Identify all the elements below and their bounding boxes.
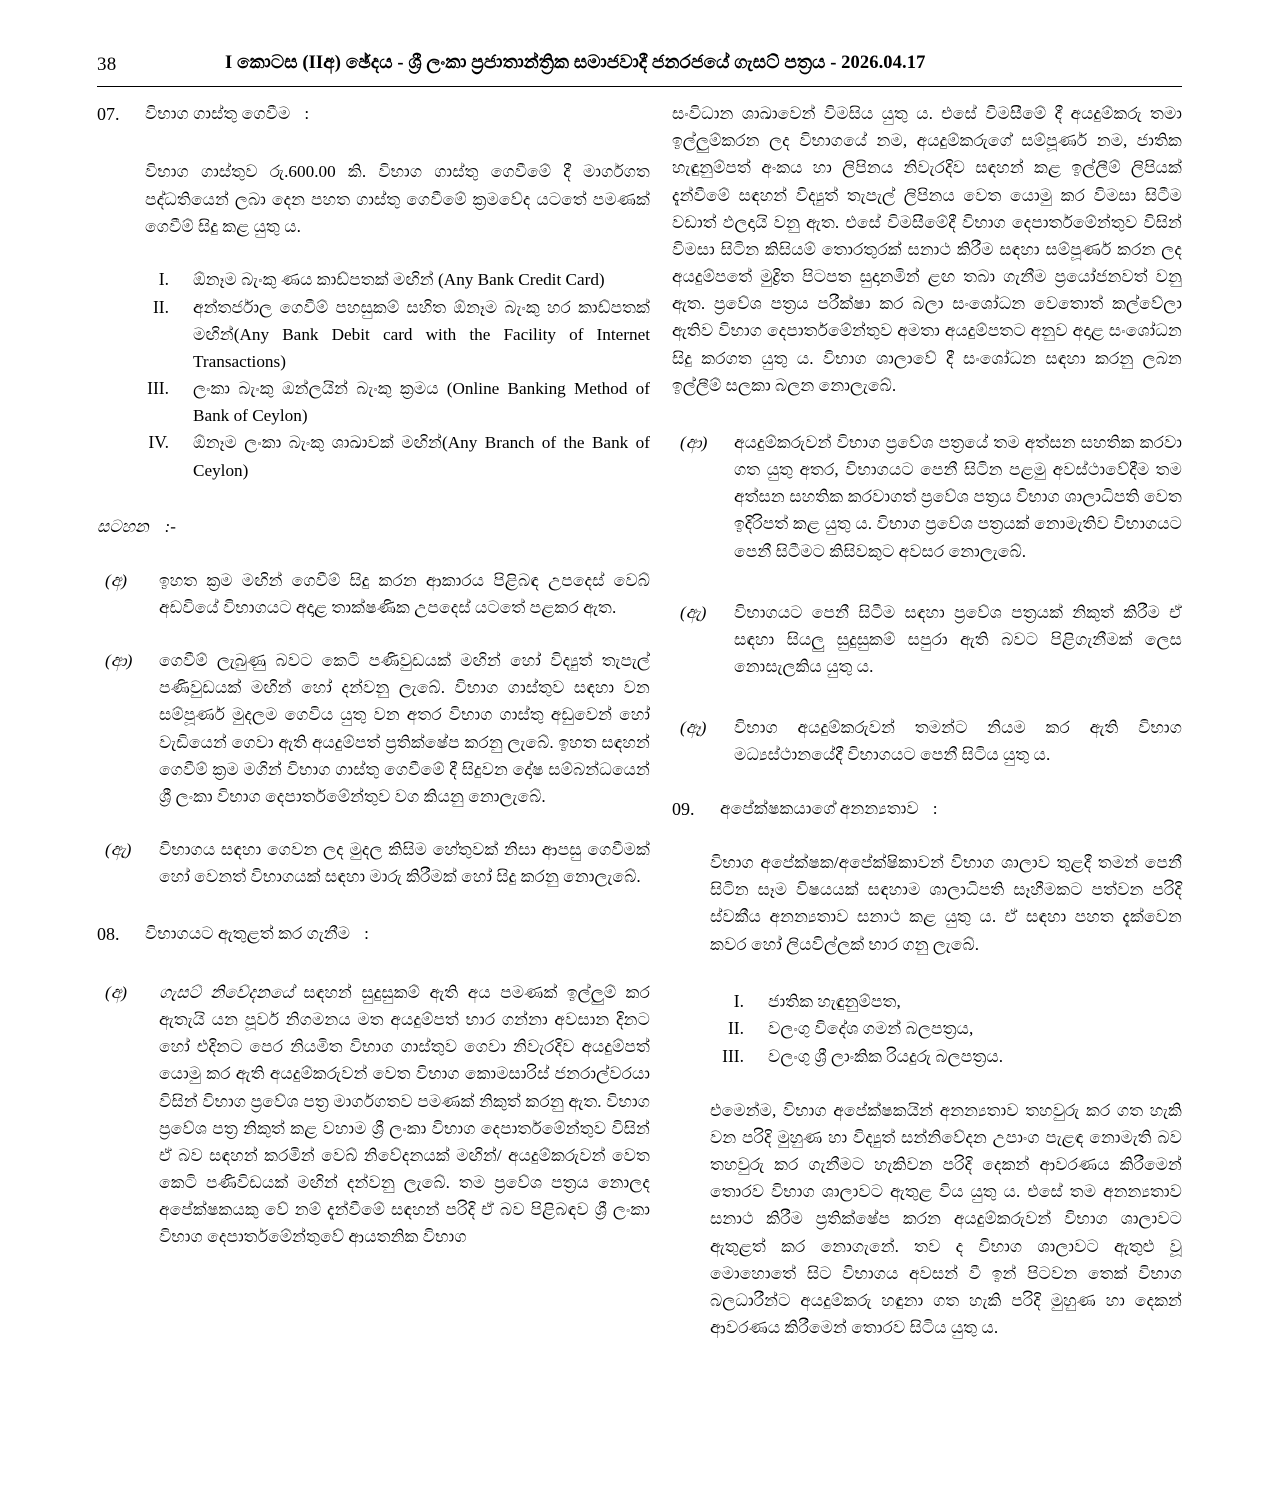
- section-08-item-text: සඳහන් සුදුසුකම් ඇති අය පමණක් ඉල්ලුම් කර ඇතැයි යන පූර්ව නිගමනය මත අයදුම්පත් භාර ගන්නා අවසාන දිනට හෝ එදිනට පෙර නියමිත විභාග ගාස්තුව ගෙවා නිවැරදිව අයදුම්පත් යොමු කර ඇති අයදුම්කරුවන් වෙත විභාග කොමසාරිස් ජනරාල්වරයා විසින් විභාග ප්‍රවේශ පත්‍ර මාර්ගගතව පමණක් නිකුත් කරනු ඇත. විභාග ප්‍රවේශ පත්‍ර නිකුත් කළ වහාම ශ්‍රී ලංකා විභාග දෙපාර්තමේන්තුව විසින් ඒ බව සඳහන් කරමින් වෙබ් නිවේදනයක් මඟින්/ අයදුම්කරුවන් වෙත කෙටි පණිවිඩයක් මඟින් දන්වනු ලැබේ. තම ප්‍රවේශ පත්‍රය නොලද අපේක්ෂකයකු වේ නම් දැන්වීමේ සඳහන් පරිදි ඒ බව පිළිබඳව ශ්‍රී ලංකා විභාග දෙපාර්තමේන්තුවේ ආයතනික විභාග: [159, 982, 650, 1247]
- note-item-aa: [97, 647, 650, 810]
- section-08-item-text: අයදුම්කරුවන් විභාග ප්‍රවේශ පත්‍රයේ තම අත්සන සහතික කරවා ගත යුතු අතර, විභාගයට පෙනී සිටින පළමු අවස්ථාවේදීම තම අත්සන සහතික කරවාගත් ප්‍රවේශ පත්‍රය විභාග ශාලාධිපති වෙත ඉදිරිපත් කළ යුතු ය. විභාග ප්‍රවේශ පත්‍රයක් නොමැතිව විභාගයට පෙනී සිටීමට කිසිවකුට අවසර නොලැබේ.: [734, 432, 1182, 561]
- list-marker: III.: [722, 1046, 744, 1067]
- list-marker: II.: [152, 296, 169, 317]
- section-08-colon: :: [364, 924, 369, 944]
- note-text: ඉහත ක්‍රම මඟින් ගෙවීම් සිදු කරන ආකාරය පිළිබඳ උපදෙස් වෙබ් අඩවියේ විභාගයට අදාළ තාක්ෂණික උපදෙස් යටතේ පළකර ඇත.: [159, 570, 650, 617]
- section-08-item-aee: [672, 714, 1182, 768]
- section-07-title-wrap: [145, 100, 650, 127]
- list-marker: III.: [147, 378, 169, 399]
- left-column: [97, 100, 650, 1251]
- note-dash: :-: [164, 516, 176, 536]
- identity-documents-list: [672, 988, 1182, 1071]
- section-08-continuation: සංවිධාන ශාඛාවෙන් විමසිය යුතු ය. එසේ විමසීමේ දී අයදුම්කරු තමා ඉල්ලුම්කරන ලද විභාගයේ නම, අයදුම්කරුගේ සම්පූර්ණ නම, ජාතික හැඳුනුම්පත් අංකය හා ලිපිනය නිවැරදිව සඳහන් කළ ඉල්ලීම් ලිපියක් දැන්වීමේ සඳහන් විද්‍යුත් තැපැල් ලිපිනය වෙත යොමු කර විමසා සිටීම වඩාත් ඵලදායි වනු ඇත. එසේ විමසීමේදී විභාග දෙපාර්තමේන්තුව විසින් විමසා සිටින කිසියම් තොරතුරක් සනාථ කිරීම සඳහා සම්පූර්ණ කරන ලද අයදුම්පතේ මුද්‍රිත පිටපත සුදානමින් ළඟ තබා ගැනීම ප්‍රයෝජනවත් වනු ඇත. ප්‍රවේශ පත්‍රය පරීක්ෂා කර බලා සංශෝධන වෙතොත් කල්වේලා ඇතිව විභාග දෙපාර්තමේන්තුව අමතා අයදුම්පතට අනුව අදාළ සංශෝධන සිදු කරගත යුතු ය. විභාග ශාලාවේ දී සංශෝධන සඳහා කරනු ලබන ඉල්ලීම් සලකා බලන නොලැබේ.: [672, 104, 1182, 395]
- payment-methods-list: [97, 266, 650, 484]
- note-marker: (අ): [105, 570, 128, 590]
- section-08-number: 08.: [97, 924, 120, 945]
- section-08-title: විභාගයට ඇතුළත් කර ගැනීම: [145, 924, 351, 944]
- section-09-closing: එමෙන්ම, විභාග අපේක්ෂකයින් අනන්‍යතාව තහවුරු කර ගත හැකි වන පරිදි මුහුණ හා විද්‍යුත් සන්නිවේදන උපාංග පැළඳ නොමැති බව තහවුරු කර ගැනීමට හැකිවන පරිදි දෙකන් ආවරණය කිරීමෙන් තොරව විභාග ශාලාවට ඇතුළ විය යුතු ය. එසේ තම අනන්‍යතාව සනාථ කිරීම ප්‍රතික්ෂේප කරන අයදුම්කරුවන් විභාග ශාලාවට ඇතුළත් කර නොගැනේ. තව ද විභාග ශාලාවට ඇතුළු වූ මොහොතේ සිට විභාගය අවසන් වී ඉන් පිටවන තෙක් විභාග බලධාරීන්ට අයදුම්කරු හඳුනා ගත හැකි පරිදි මුහුණ හා දෙකන් ආවරණය කිරීමෙන් තොරව සිටිය යුතු ය.: [710, 1100, 1182, 1338]
- list-item: [97, 375, 650, 429]
- header-divider-rule: [97, 86, 1182, 87]
- section-07-heading: [97, 100, 650, 128]
- section-08-heading: [97, 920, 650, 948]
- note-label: සටහන: [97, 516, 149, 536]
- section-08-title-wrap: [145, 920, 650, 947]
- section-08-item-a: [97, 979, 650, 1251]
- list-text: ජාතික හැඳුනුම්පත,: [768, 991, 901, 1011]
- gazette-header-title: I කොටස (IIඅ) ඡේදය - ශ්‍රී ලංකා ප්‍රජාතාන්ත්‍රික සමාජවාදී ජනරජයේ ගැසට් පත්‍රය - 2026.04.17: [225, 53, 926, 73]
- section-09-intro: විභාග අපේක්ෂක/අපේක්ෂිකාවන් විභාග ශාලාව තුළදී තමන් පෙනී සිටින සෑම විෂයයක් සඳහාම ශාලාධිපති සෑහීමකට පත්වන පරිදි ස්වකීය අනන්‍යතාව සනාථ කළ යුතු ය. ඒ සඳහා පහත දැක්වෙන කවර හෝ ලියවිල්ලක් භාර ගනු ලැබේ.: [710, 853, 1182, 954]
- section-07-colon: :: [304, 104, 310, 123]
- page-number: 38: [97, 54, 117, 75]
- section-08-item-ae: [672, 599, 1182, 681]
- gazette-notice-emphasis: ගැසට් නිවේදනයේ: [159, 982, 294, 1002]
- list-item: [97, 294, 650, 376]
- section-08-item-text: විභාගයට පෙනී සිටීම සඳහා ප්‍රවේශ පත්‍රයක් නිකුත් කිරීම ඒ සඳහා සියලු සුදුසුකම් සපුරා ඇති බවට පිළිගැනීමක් ලෙස නොසැලකිය යුතු ය.: [734, 602, 1182, 677]
- note-label-row: [97, 514, 650, 541]
- list-item: [672, 988, 1182, 1016]
- list-text: ඕනෑම ලංකා බැංකු ශාඛාවක් මඟින්(Any Branch of the Bank of Ceylon): [193, 433, 650, 480]
- section-08-item-marker: (ඇ): [680, 602, 707, 622]
- list-item: [97, 429, 650, 483]
- section-08-item-marker: (ආ): [680, 432, 708, 452]
- list-text: ලංකා බැංකු ඔන්ලයින් බැංකු ක්‍රමය (Online Banking Method of Bank of Ceylon): [193, 379, 650, 426]
- note-item-ae: [97, 836, 650, 890]
- section-08-item-aa: [672, 429, 1182, 565]
- section-07-number: 07.: [97, 104, 120, 124]
- section-09-title: අපේක්ෂකයාගේ අනන්‍යතාව: [720, 798, 919, 818]
- page-header: [97, 52, 1182, 82]
- section-08-item-marker: (අ): [105, 982, 128, 1002]
- list-text: වලංගු විදේශ ගමන් බලපත්‍රය,: [768, 1019, 974, 1039]
- right-column: [672, 100, 1182, 1341]
- section-09-colon: :: [932, 798, 938, 818]
- note-marker: (ආ): [105, 651, 133, 670]
- list-text: අන්තර්ජාල ගෙවීම් පහසුකම් සහිත ඕනෑම බැංකු හර කාඩ්පතක් මඟින්(Any Bank Debit card with the Facility of Internet Transactions): [193, 297, 650, 371]
- list-text: ඕනෑම බැංකු ණය කාඩ්පතක් මඟින් (Any Bank Credit Card): [193, 269, 605, 289]
- section-07-title: විභාග ගාස්තු ගෙවීම: [145, 104, 291, 123]
- note-text: විභාගය සඳහා ගෙවන ලද මුදල කිසිම හේතුවක් නිසා ආපසු ගෙවීමක් හෝ වෙනත් විභාගයක් සඳහා මාරු කිරීමක් හෝ සිදු කරනු නොලැබේ.: [159, 840, 650, 887]
- section-09-number: 09.: [672, 798, 695, 819]
- section-08-item-text: විභාග අයදුම්කරුවන් තමන්ට නියම කර ඇති විභාග මධ්‍යස්ථානයේදී විභාගයට පෙනී සිටිය යුතු ය.: [734, 718, 1182, 765]
- list-marker: IV.: [148, 432, 169, 453]
- list-text: වලංගු ශ්‍රී ලාංකික රියදුරු බලපත්‍රය.: [768, 1047, 1004, 1067]
- section-08-item-marker: (ඈ): [680, 718, 707, 738]
- note-item-a: [97, 567, 650, 621]
- list-marker: I.: [733, 990, 744, 1011]
- list-item: [672, 1015, 1182, 1043]
- section-09-heading: [672, 795, 1182, 823]
- section-09-title-wrap: [720, 795, 1182, 822]
- list-marker: I.: [158, 268, 169, 289]
- section-08-item-text-wrap: [159, 979, 650, 1251]
- list-marker: II.: [727, 1018, 744, 1039]
- list-item: [672, 1043, 1182, 1071]
- note-marker: (ඇ): [105, 840, 132, 860]
- section-07-intro: විභාග ගාස්තුව රු.600.00 කි. විභාග ගාස්තු ගෙවීමේ දී මාර්ගගත පද්ධතියෙන් ලබා දෙන පහත ගාස්තු ගෙවීමේ ක්‍රමවේද යටතේ පමණක් ගෙවීම් සිදු කළ යුතු ය.: [145, 162, 650, 236]
- list-item: [97, 266, 650, 294]
- note-text: ගෙවීම් ලැබුණු බවට කෙටි පණිවුඩයක් මඟින් හෝ විද්‍යුත් තැපැල් පණිවුඩයක් මඟින් හෝ දන්වනු ලැබේ. විභාග ගාස්තුව සඳහා වන සම්පූර්ණ මුදලම ගෙවිය යුතු වන අතර විභාග ගාස්තු අඩුවෙන් හෝ වැඩියෙන් ගෙවා ඇති අයදුම්පත් ප්‍රතික්ෂේප කරනු ලැබේ. ඉහත සඳහන් ගෙවීම් ක්‍රම මගින් විභාග ගාස්තු ගෙවීමේ දී සිදුවන දෝෂ සම්බන්ධයෙන් ශ්‍රී ලංකා විභාග දෙපාර්තමේන්තුව වග කියනු නොලැබේ.: [159, 651, 650, 806]
